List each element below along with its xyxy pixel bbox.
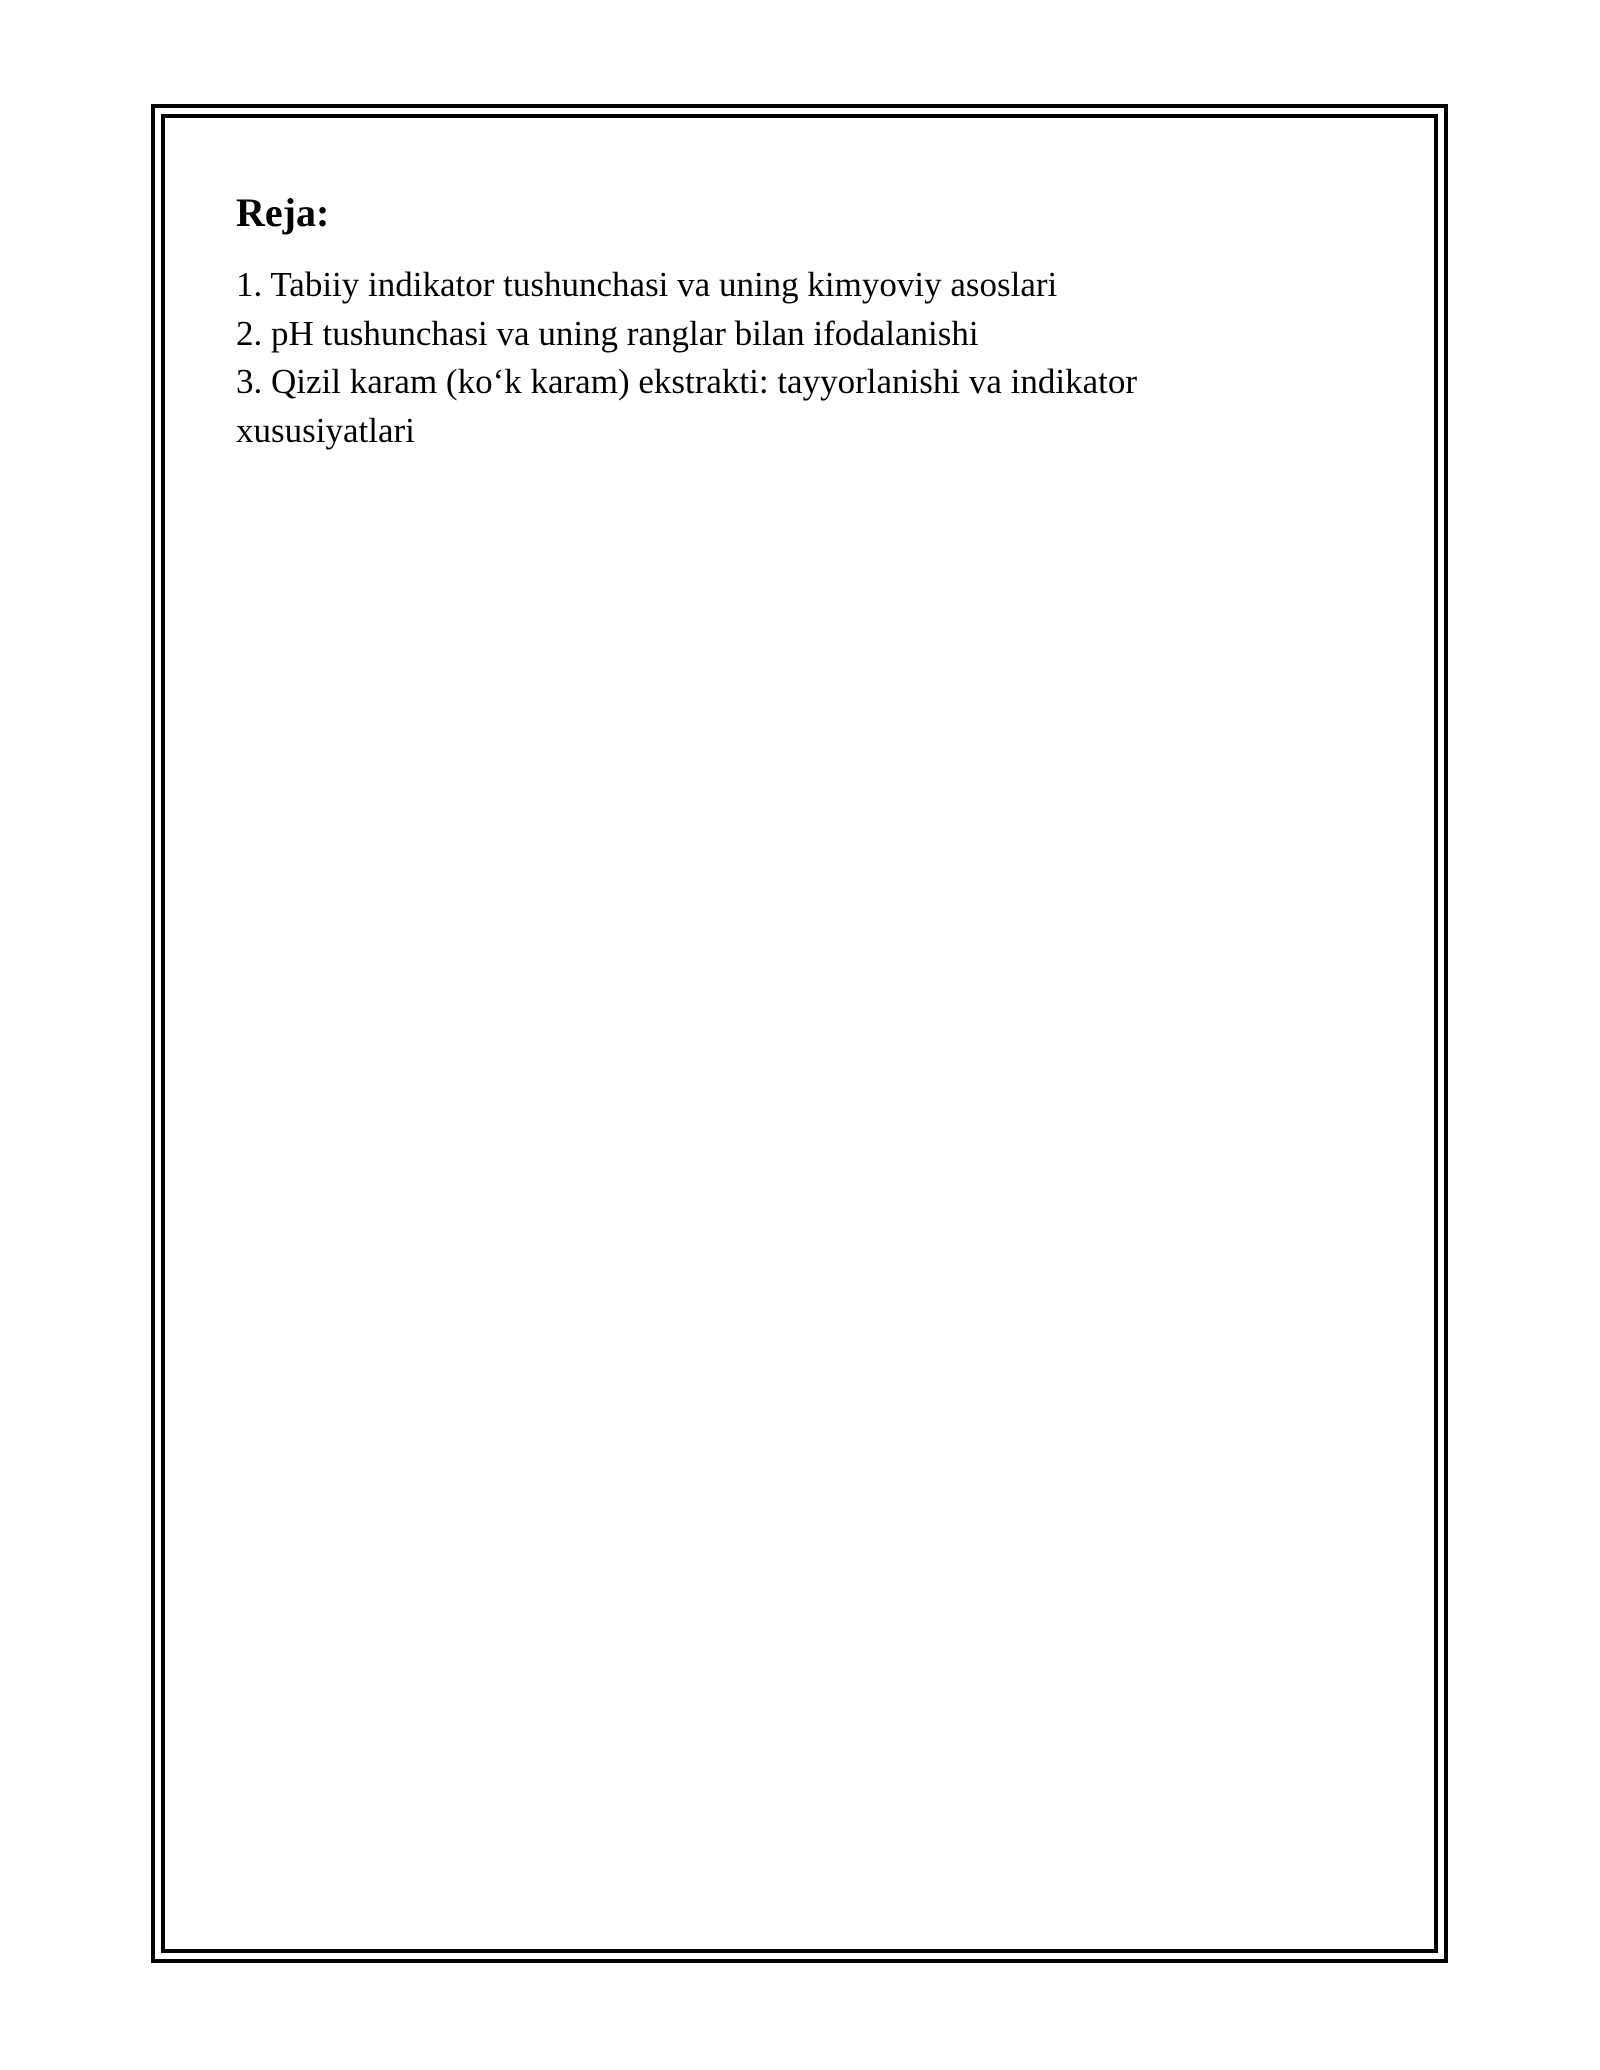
plan-heading: Reja:	[236, 190, 330, 235]
plan-list	[236, 261, 1256, 455]
plan-item-3: 3. Qizil karam (ko‘k karam) ekstrakti: tayyorlanishi va indikator xususiyatlari	[236, 362, 1137, 450]
page-content	[236, 185, 1256, 455]
plan-item-2: 2. pH tushunchasi va uning ranglar bilan ifodalanishi	[236, 313, 979, 353]
plan-item-1: 1. Tabiiy indikator tushunchasi va uning kimyoviy asoslari	[236, 265, 1058, 304]
